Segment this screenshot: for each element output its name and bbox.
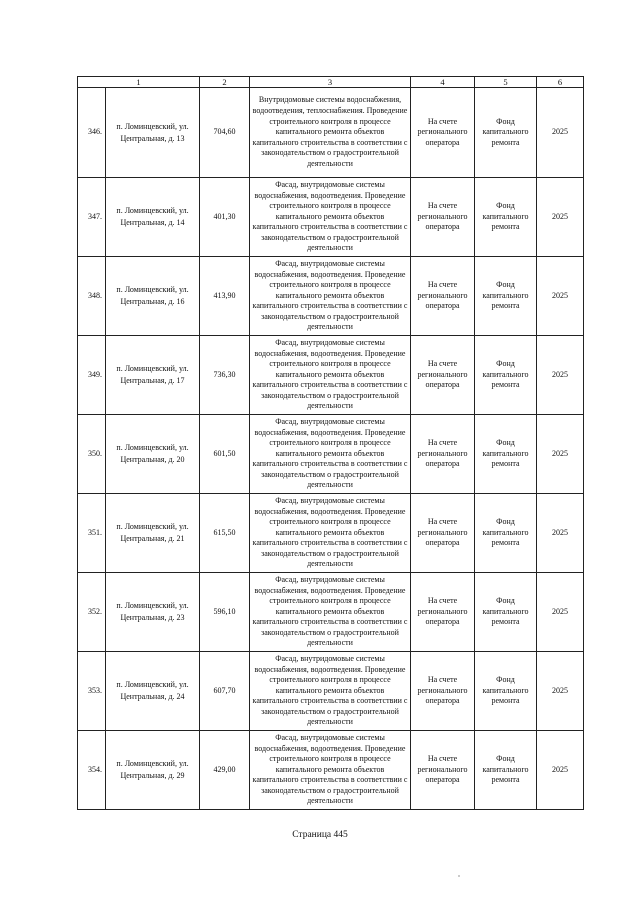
year-cell: 2025	[537, 573, 584, 652]
account-type-cell: На счете регионального оператора	[411, 652, 475, 731]
row-number: 349.	[78, 336, 106, 415]
funding-source-cell: Фонд капитального ремонта	[475, 257, 537, 336]
area-cell: 401,30	[200, 178, 250, 257]
address-cell: п. Ломинцевский, ул. Центральная, д. 14	[106, 178, 200, 257]
works-description-cell: Фасад, внутридомовые системы водоснабжения, водоотведения. Проведение строительного контроля в процессе капитального ремонта объектов капитального строительства в соответствии с законодательством о градостроительной деятельности	[250, 731, 411, 810]
area-cell: 704,60	[200, 88, 250, 178]
table-row	[78, 178, 584, 257]
year-cell: 2025	[537, 88, 584, 178]
area-cell: 601,50	[200, 415, 250, 494]
address-cell: п. Ломинцевский, ул. Центральная, д. 16	[106, 257, 200, 336]
row-number: 351.	[78, 494, 106, 573]
address-cell: п. Ломинцевский, ул. Центральная, д. 21	[106, 494, 200, 573]
year-cell: 2025	[537, 257, 584, 336]
year-cell: 2025	[537, 336, 584, 415]
works-register-table	[77, 76, 584, 810]
works-description-cell: Фасад, внутридомовые системы водоснабжения, водоотведения. Проведение строительного контроля в процессе капитального ремонта объектов капитального строительства в соответствии с законодательством о градостроительной деятельности	[250, 652, 411, 731]
scan-speck	[458, 875, 460, 877]
account-type-cell: На счете регионального оператора	[411, 494, 475, 573]
area-cell: 607,70	[200, 652, 250, 731]
row-number: 353.	[78, 652, 106, 731]
table-row	[78, 336, 584, 415]
year-cell: 2025	[537, 494, 584, 573]
column-header-1: 1	[78, 77, 200, 88]
table-row	[78, 494, 584, 573]
funding-source-cell: Фонд капитального ремонта	[475, 494, 537, 573]
account-type-cell: На счете регионального оператора	[411, 178, 475, 257]
works-description-cell: Фасад, внутридомовые системы водоснабжения, водоотведения. Проведение строительного контроля в процессе капитального ремонта объектов капитального строительства в соответствии с законодательством о градостроительной деятельности	[250, 257, 411, 336]
account-type-cell: На счете регионального оператора	[411, 731, 475, 810]
account-type-cell: На счете регионального оператора	[411, 336, 475, 415]
year-cell: 2025	[537, 415, 584, 494]
table-row	[78, 573, 584, 652]
account-type-cell: На счете регионального оператора	[411, 415, 475, 494]
year-cell: 2025	[537, 731, 584, 810]
account-type-cell: На счете регионального оператора	[411, 257, 475, 336]
works-description-cell: Внутридомовые системы водоснабжения, водоотведения, теплоснабжения. Проведение строительного контроля в процессе капитального ремонта объектов капитального строительства в соответствии с законодательством о градостроительной деятельности	[250, 88, 411, 178]
column-header-2: 2	[200, 77, 250, 88]
works-description-cell: Фасад, внутридомовые системы водоснабжения, водоотведения. Проведение строительного контроля в процессе капитального ремонта объектов капитального строительства в соответствии с законодательством о градостроительной деятельности	[250, 573, 411, 652]
column-header-4: 4	[411, 77, 475, 88]
column-number-row	[78, 77, 584, 88]
column-header-3: 3	[250, 77, 411, 88]
area-cell: 596,10	[200, 573, 250, 652]
row-number: 354.	[78, 731, 106, 810]
row-number: 347.	[78, 178, 106, 257]
account-type-cell: На счете регионального оператора	[411, 88, 475, 178]
year-cell: 2025	[537, 178, 584, 257]
works-description-cell: Фасад, внутридомовые системы водоснабжения, водоотведения. Проведение строительного контроля в процессе капитального ремонта объектов капитального строительства в соответствии с законодательством о градостроительной деятельности	[250, 494, 411, 573]
address-cell: п. Ломинцевский, ул. Центральная, д. 29	[106, 731, 200, 810]
row-number: 346.	[78, 88, 106, 178]
address-cell: п. Ломинцевский, ул. Центральная, д. 20	[106, 415, 200, 494]
row-number: 348.	[78, 257, 106, 336]
address-cell: п. Ломинцевский, ул. Центральная, д. 24	[106, 652, 200, 731]
funding-source-cell: Фонд капитального ремонта	[475, 573, 537, 652]
account-type-cell: На счете регионального оператора	[411, 573, 475, 652]
works-description-cell: Фасад, внутридомовые системы водоснабжения, водоотведения. Проведение строительного контроля в процессе капитального ремонта объектов капитального строительства в соответствии с законодательством о градостроительной деятельности	[250, 178, 411, 257]
area-cell: 429,00	[200, 731, 250, 810]
table-row	[78, 257, 584, 336]
table-row	[78, 652, 584, 731]
address-cell: п. Ломинцевский, ул. Центральная, д. 23	[106, 573, 200, 652]
column-header-5: 5	[475, 77, 537, 88]
area-cell: 736,30	[200, 336, 250, 415]
table-row	[78, 731, 584, 810]
page-number: Страница 445	[292, 830, 348, 840]
row-number: 352.	[78, 573, 106, 652]
works-description-cell: Фасад, внутридомовые системы водоснабжения, водоотведения. Проведение строительного контроля в процессе капитального ремонта объектов капитального строительства в соответствии с законодательством о градостроительной деятельности	[250, 415, 411, 494]
address-cell: п. Ломинцевский, ул. Центральная, д. 13	[106, 88, 200, 178]
funding-source-cell: Фонд капитального ремонта	[475, 88, 537, 178]
table-row	[78, 415, 584, 494]
address-cell: п. Ломинцевский, ул. Центральная, д. 17	[106, 336, 200, 415]
year-cell: 2025	[537, 652, 584, 731]
funding-source-cell: Фонд капитального ремонта	[475, 336, 537, 415]
area-cell: 413,90	[200, 257, 250, 336]
funding-source-cell: Фонд капитального ремонта	[475, 652, 537, 731]
funding-source-cell: Фонд капитального ремонта	[475, 731, 537, 810]
funding-source-cell: Фонд капитального ремонта	[475, 178, 537, 257]
row-number: 350.	[78, 415, 106, 494]
area-cell: 615,50	[200, 494, 250, 573]
column-header-6: 6	[537, 77, 584, 88]
funding-source-cell: Фонд капитального ремонта	[475, 415, 537, 494]
works-description-cell: Фасад, внутридомовые системы водоснабжения, водоотведения. Проведение строительного контроля в процессе капитального ремонта объектов капитального строительства в соответствии с законодательством о градостроительной деятельности	[250, 336, 411, 415]
table-row	[78, 88, 584, 178]
